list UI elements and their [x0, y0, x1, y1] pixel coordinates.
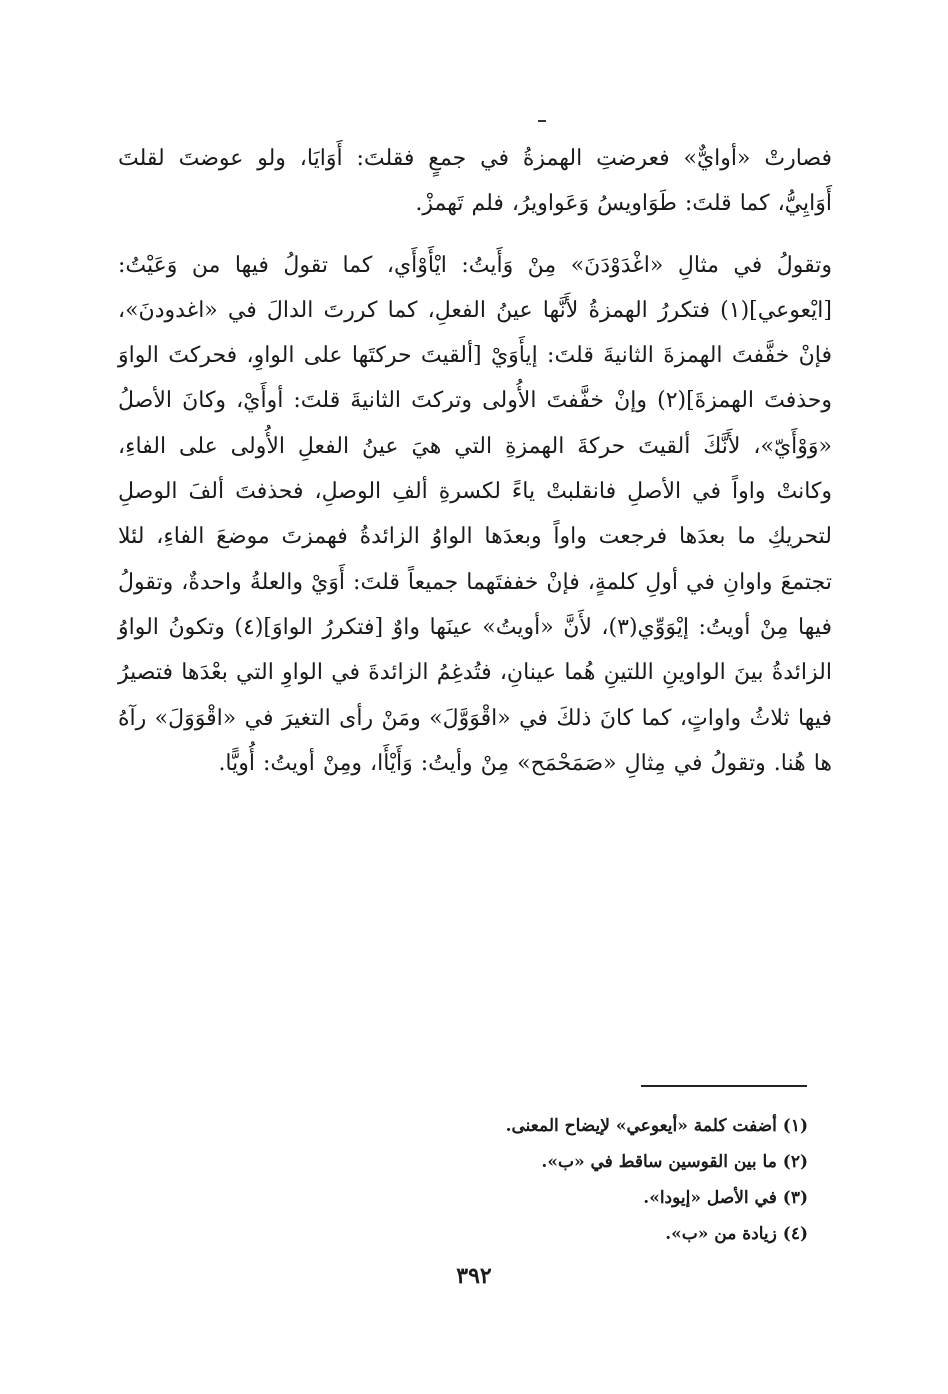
footnote-4: (٤) زيادة من «ب».: [665, 1224, 808, 1244]
footnote-separator: [641, 1085, 807, 1087]
paragraph-1: فصارتْ «أوايٌّ» فعرضتِ الهمزةُ في جمعٍ فقلتَ: أَوَايَا، ولو عوضتَ لقلتَ أَوَايِيُّ، كما قلتَ: طَوَاويسُ وَعَواويرُ، فلم تَهمزْ.: [118, 146, 832, 217]
paragraph-2: وتقولُ في مثالِ «اغْدَوْدَنَ» مِنْ وَأَيتُ: ايْأَوْأَي، كما تقولُ فيها من وَعَيْتُ: [ايْعوعي](١) فتكررُ الهمزةُ لأَنَّها عينُ الفعلِ، كما كررتَ الدالَ في «اغدودنَ»، فإنْ خفَّفتَ الهمزةَ الثانيةَ قلتَ: إيأَوَيْ [ألقيتَ حركتَها على الواوِ، فحركتَ الواوَ وحذفتَ الهمزةَ](٢) وإنْ خفَّفتَ الأُولى وتركتَ الثانيةَ قلتَ: أوأَيْ، وكانَ الأصلُ «وَوْأَيّ»، لأَنَّكَ ألقيتَ حركةَ الهمزةِ التي هيَ عينُ الفعلِ الأُولى على الفاءِ، وكانتْ واواً في الأصلِ فانقلبتْ ياءً لكسرةِ ألفِ الوصلِ، فحذفتَ ألفَ الوصلِ لتحريكِ ما بعدَها فرجعت واواً وبعدَها الواوُ الزائدةُ فهمزتَ موضعَ الفاءِ، لئلا تجتمعَ واوانِ في أولِ كلمةٍ، فإنْ خففتَهما جميعاً قلتَ: أَوَيْ والعلةُ واحدةٌ، وتقولُ فيها مِنْ أويتُ: إيْوَوِّي(٣)، لأَنَّ «أويتُ» عينَها واوٌ [فتكررُ الواوَ](٤) وتكونُ الواوُ الزائدةُ بينَ الواوينِ اللتينِ هُما عينانِ، فتُدغِمُ الزائدةَ في الواوِ التي بعْدَها فتصيرُ فيها ثلاثُ واواتٍ، كما كانَ ذلكَ في «اقْوَوَّلَ» ومَنْ رأى التغيرَ في «اقْوَوَلَ» رآهُ ها هُنا. وتقولُ في مِثالِ «صَمَحْمَح» مِنْ وأيتُ: وَأَيْأَا، ومِنْ أويتُ: أُويًّا.: [118, 252, 833, 776]
main-text: [118, 136, 832, 786]
footnotes: [248, 1108, 808, 1252]
footnote-3: (٣) في الأصل «إيودا».: [643, 1188, 808, 1208]
footnote-2: (٢) ما بين القوسين ساقط في «ب».: [541, 1152, 808, 1172]
page-number: ٣٩٢: [456, 1263, 492, 1289]
footnote-1: (١) أضفت كلمة «أيعوعي» لإيضاح المعنى.: [505, 1116, 808, 1136]
top-dash-mark: [538, 120, 546, 122]
